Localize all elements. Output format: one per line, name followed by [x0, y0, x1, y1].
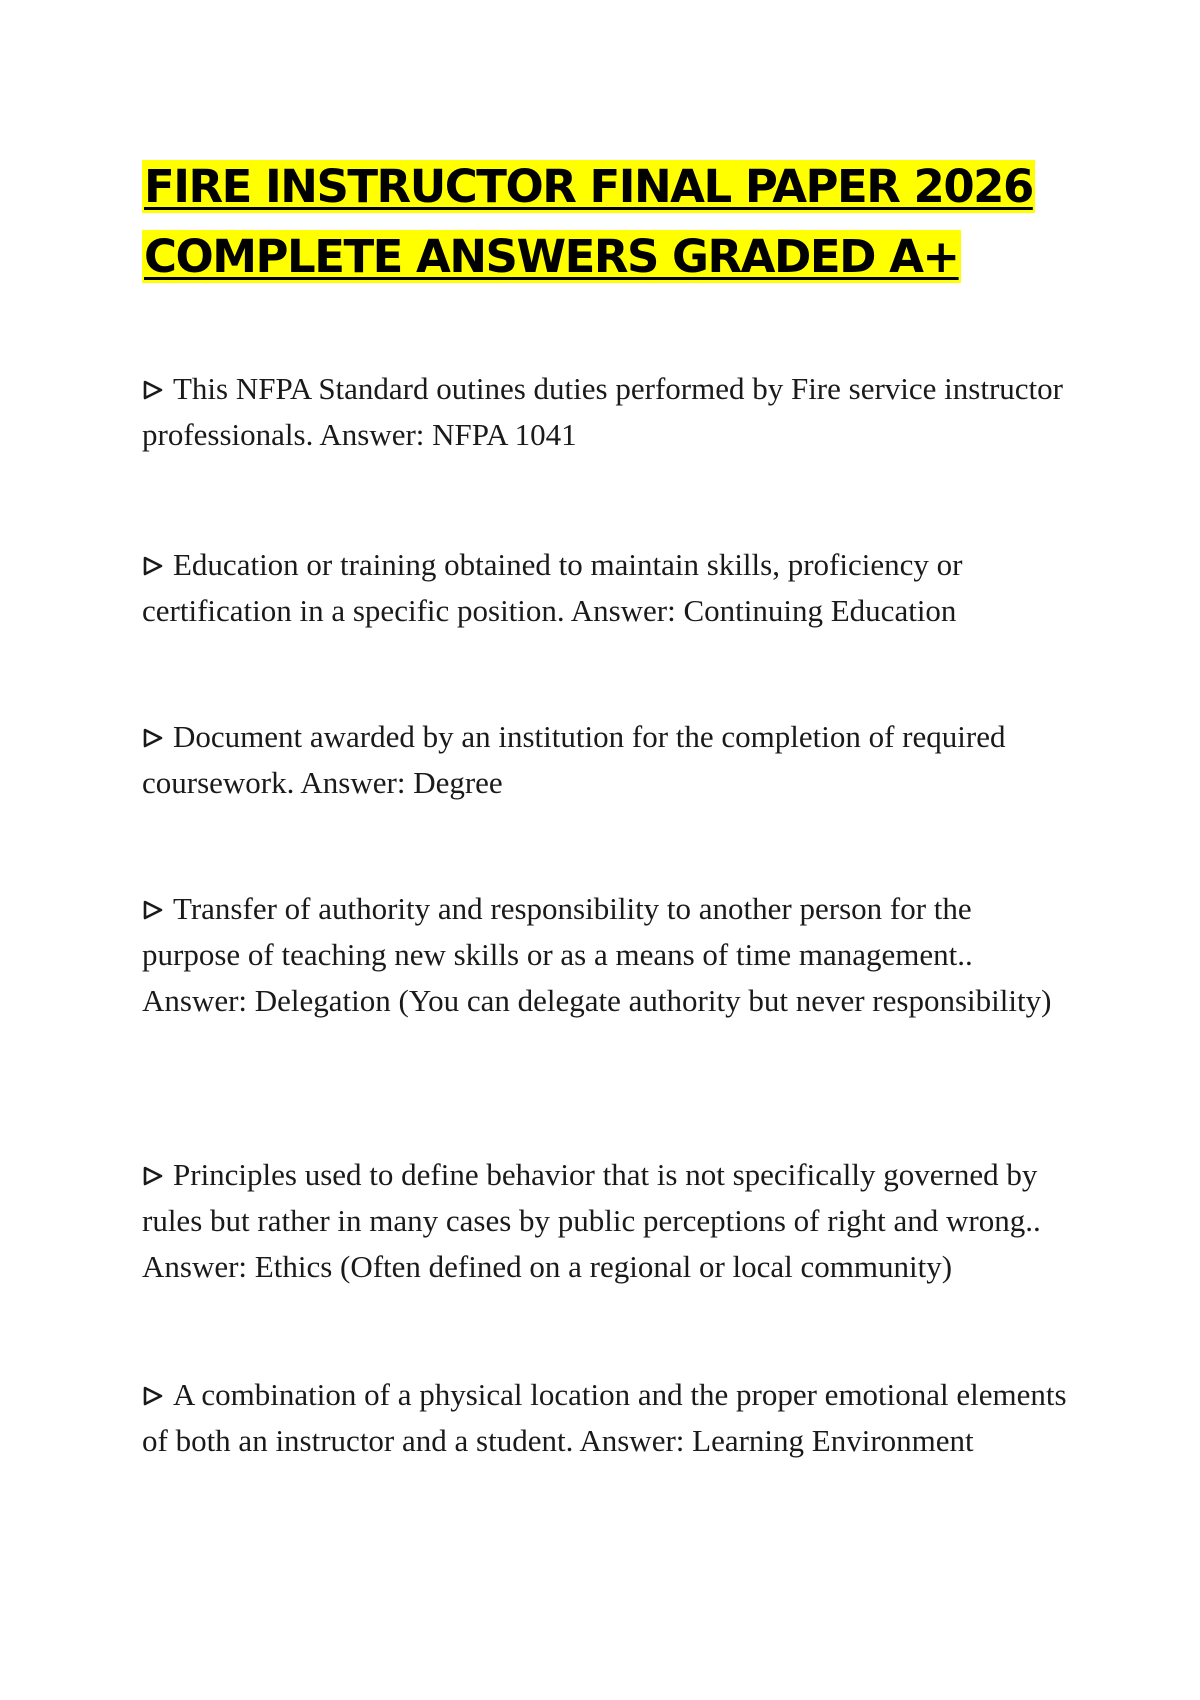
- qa-item: [142, 366, 1072, 458]
- triangle-outline-right-icon: [142, 1385, 164, 1407]
- qa-item: [142, 1372, 1072, 1464]
- qa-item-text: Transfer of authority and responsibility to another person for the purpose of teaching new skills or as a means of time management.. Answer: Delegation (You can delegate authority but never responsibility): [142, 891, 1052, 1018]
- qa-item: [142, 714, 1072, 806]
- qa-item-text: A combination of a physical location and the proper emotional elements of both an instructor and a student. Answer: Learning Environment: [142, 1377, 1067, 1458]
- qa-item-text: Document awarded by an institution for the completion of required coursework. Answer: Degree: [142, 719, 1006, 800]
- qa-item-text: Education or training obtained to maintain skills, proficiency or certification in a specific position. Answer: Continuing Education: [142, 547, 963, 628]
- triangle-outline-right-icon: [142, 727, 164, 749]
- triangle-outline-right-icon: [142, 555, 164, 577]
- triangle-outline-right-icon: [142, 899, 164, 921]
- triangle-outline-right-icon: [142, 379, 164, 401]
- qa-item: [142, 542, 1072, 634]
- qa-item-text: Principles used to define behavior that is not specifically governed by rules but rather in many cases by public perceptions of right and wrong.. Answer: Ethics (Often defined on a regional or local community): [142, 1157, 1041, 1284]
- document-title: [142, 152, 1072, 292]
- qa-item: [142, 1152, 1072, 1290]
- qa-item: [142, 886, 1072, 1024]
- triangle-outline-right-icon: [142, 1165, 164, 1187]
- qa-item-text: This NFPA Standard outines duties performed by Fire service instructor professionals. Answer: NFPA 1041: [142, 371, 1063, 452]
- title-highlight: FIRE INSTRUCTOR FINAL PAPER 2026 COMPLETE ANSWERS GRADED A+: [144, 160, 1033, 283]
